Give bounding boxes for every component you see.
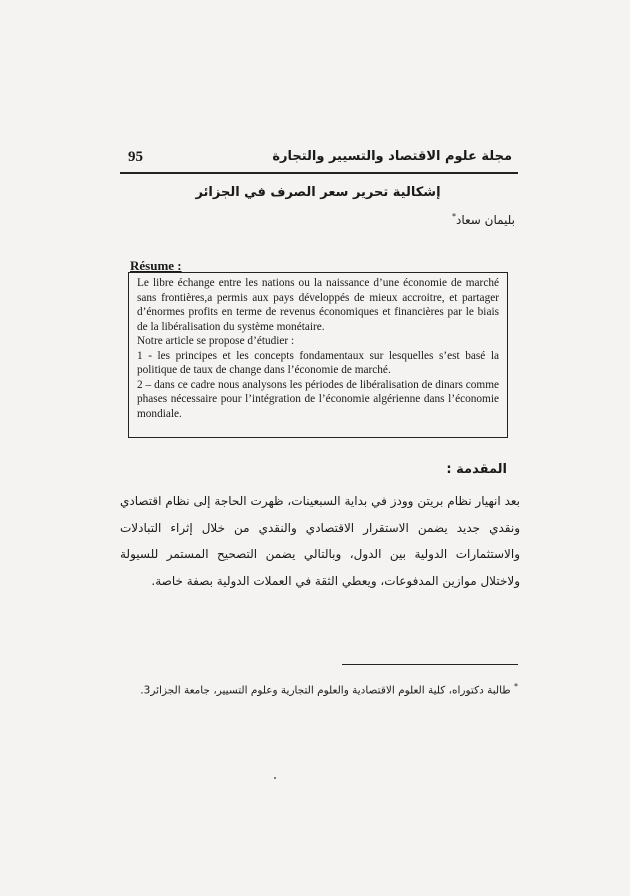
abstract-paragraph: Le libre échange entre les nations ou la naissance d’une économie de marché sans frontières,a permis aux pays développés de mieux accroitre, et partager d’énormes profits en terme de revenus économiques et financières par le biais de la libéralisation du système monétaire. [137,277,499,333]
abstract-paragraph: Notre article se propose d’étudier : [137,335,295,347]
author-footnote-marker: * [452,212,456,221]
footnote-rule [342,664,518,665]
abstract-paragraph: 1 - les principes et les concepts fondamentaux sur lesquelles s’est basé la politique de taux de change dans l’économie de marché. [137,349,499,376]
resume-heading: Résume : [130,258,182,273]
page-header [118,146,518,172]
article-title: إشكالية تحرير سعر الصرف في الجزائر [195,185,441,200]
abstract-paragraph: 2 – dans ce cadre nous analysons les périodes de libéralisation de dinars comme phases nécessaire pour l’intégration de l’économie algérienne dans l’économie mondiale. [137,378,499,420]
introduction-paragraph: بعد انهيار نظام بريتن وودز في بداية السبعينات، ظهرت الحاجة إلى نظام اقتصادي ونقدي جديد يضمن الاستقرار الاقتصادي والنقدي من خلال إثراء التبادلات والاستثمارات الدولية بين الدول، وبالتالي يضمن التصحيح المستمر للسيولة ولاختلال موازين المدفوعات، ويعطي الثقة في العملات الدولية بصفة خاصة. [120,494,520,588]
introduction-body [120,488,520,594]
header-rule [120,172,518,174]
abstract-box [128,272,508,438]
page-number: 95 [128,149,143,165]
author-name [452,212,515,227]
journal-title: مجلة علوم الاقتصاد والتسيير والتجارة [272,149,512,164]
scan-speck [274,777,276,779]
footnote [118,677,518,701]
footnote-text: طالبة دكتوراه، كلية العلوم الاقتصادية والعلوم التجارية وعلوم التسيير، جامعة الجزائر3. [140,684,511,697]
author-text: بليمان سعاد [456,213,515,227]
introduction-heading: المقدمة : [446,462,507,477]
footnote-marker: * [514,682,518,691]
